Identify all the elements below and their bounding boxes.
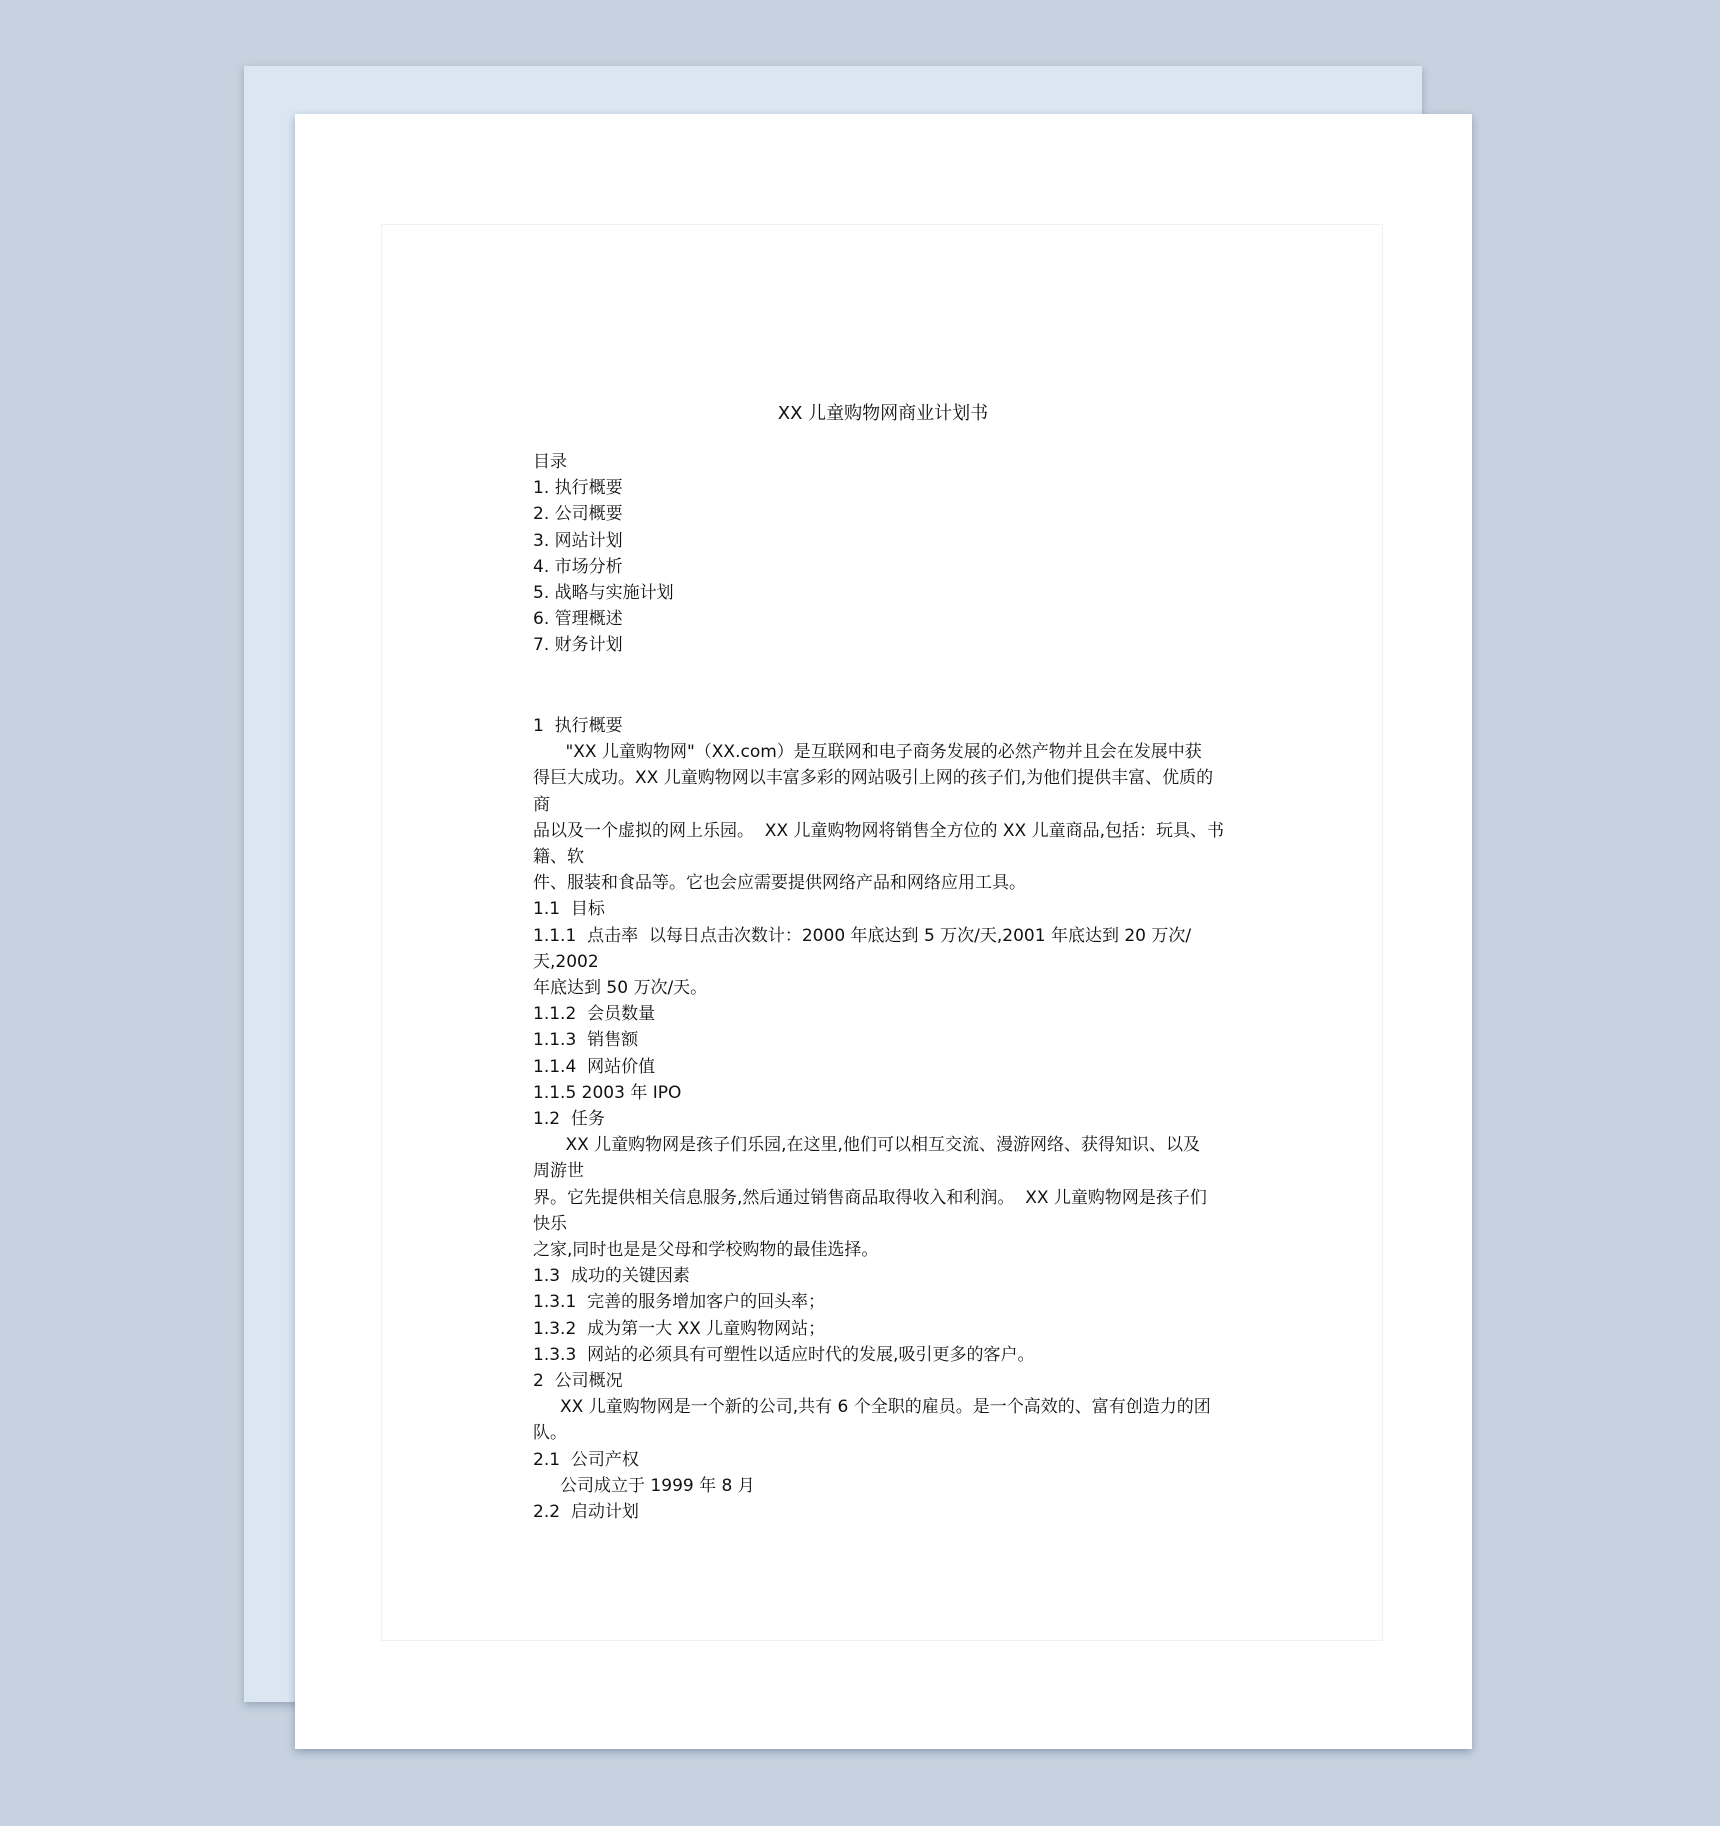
body-line: XX 儿童购物网是孩子们乐园,在这里,他们可以相互交流、漫游网络、获得知识、以及 (533, 1135, 1200, 1156)
toc-item: 2. 公司概要 (533, 504, 623, 525)
toc-item: 5. 战略与实施计划 (533, 583, 674, 604)
body-line: 籍、软 (533, 847, 584, 868)
body-line: 2.2 启动计划 (533, 1502, 639, 1523)
document-body (533, 713, 1233, 1525)
toc-item: 1. 执行概要 (533, 478, 623, 499)
body-line: "XX 儿童购物网"（XX.com）是互联网和电子商务发展的必然产物并且会在发展中获 (533, 742, 1202, 763)
body-line: 1.1.1 点击率 以每日点击次数计：2000 年底达到 5 万次/天,2001 年底达到 20 万次/天,2002 (533, 925, 1192, 972)
body-line: 界。它先提供相关信息服务,然后通过销售商品取得收入和利润。 XX 儿童购物网是孩子们 (533, 1187, 1207, 1208)
body-line: 队。 (533, 1423, 567, 1444)
body-line: 1.3.3 网站的必须具有可塑性以适应时代的发展,吸引更多的客户。 (533, 1344, 1035, 1365)
front-page-sheet (295, 114, 1472, 1749)
body-line: 2 公司概况 (533, 1371, 623, 1392)
body-line: 商 (533, 794, 550, 815)
body-line: 1.3 成功的关键因素 (533, 1266, 690, 1287)
document-title: XX 儿童购物网商业计划书 (777, 403, 989, 424)
toc-item: 3. 网站计划 (533, 530, 623, 551)
body-line: 公司成立于 1999 年 8 月 (533, 1475, 755, 1496)
body-line: 之家,同时也是是父母和学校购物的最佳选择。 (533, 1240, 879, 1261)
body-line: XX 儿童购物网是一个新的公司,共有 6 个全职的雇员。是一个高效的、富有创造力的团 (533, 1397, 1211, 1418)
body-line: 1.3.2 成为第一大 XX 儿童购物网站； (533, 1318, 826, 1339)
body-line: 件、服装和食品等。它也会应需要提供网络产品和网络应用工具。 (533, 873, 1026, 894)
body-line: 得巨大成功。XX 儿童购物网以丰富多彩的网站吸引上网的孩子们,为他们提供丰富、优质的 (533, 768, 1214, 789)
body-line: 品以及一个虚拟的网上乐园。 XX 儿童购物网将销售全方位的 XX 儿童商品,包括：玩具、书 (533, 820, 1225, 841)
toc-heading: 目录 (533, 452, 567, 472)
body-line: 1.3.1 完善的服务增加客户的回头率； (533, 1292, 826, 1313)
body-line: 1 执行概要 (533, 716, 623, 736)
body-line: 1.1.4 网站价值 (533, 1056, 656, 1077)
toc-item: 7. 财务计划 (533, 635, 623, 656)
toc-item: 4. 市场分析 (533, 556, 623, 577)
body-line: 1.1.2 会员数量 (533, 1004, 656, 1025)
body-line: 快乐 (533, 1213, 567, 1234)
body-line: 1.1.3 销售额 (533, 1030, 639, 1051)
body-line: 年底达到 50 万次/天。 (533, 978, 708, 999)
body-line: 1.2 任务 (533, 1109, 605, 1130)
body-line: 1.1 目标 (533, 899, 605, 920)
toc-item: 6. 管理概述 (533, 609, 623, 630)
table-of-contents (533, 449, 1233, 659)
body-line: 2.1 公司产权 (533, 1449, 639, 1470)
body-line: 1.1.5 2003 年 IPO (533, 1082, 682, 1103)
body-line: 周游世 (533, 1161, 584, 1182)
